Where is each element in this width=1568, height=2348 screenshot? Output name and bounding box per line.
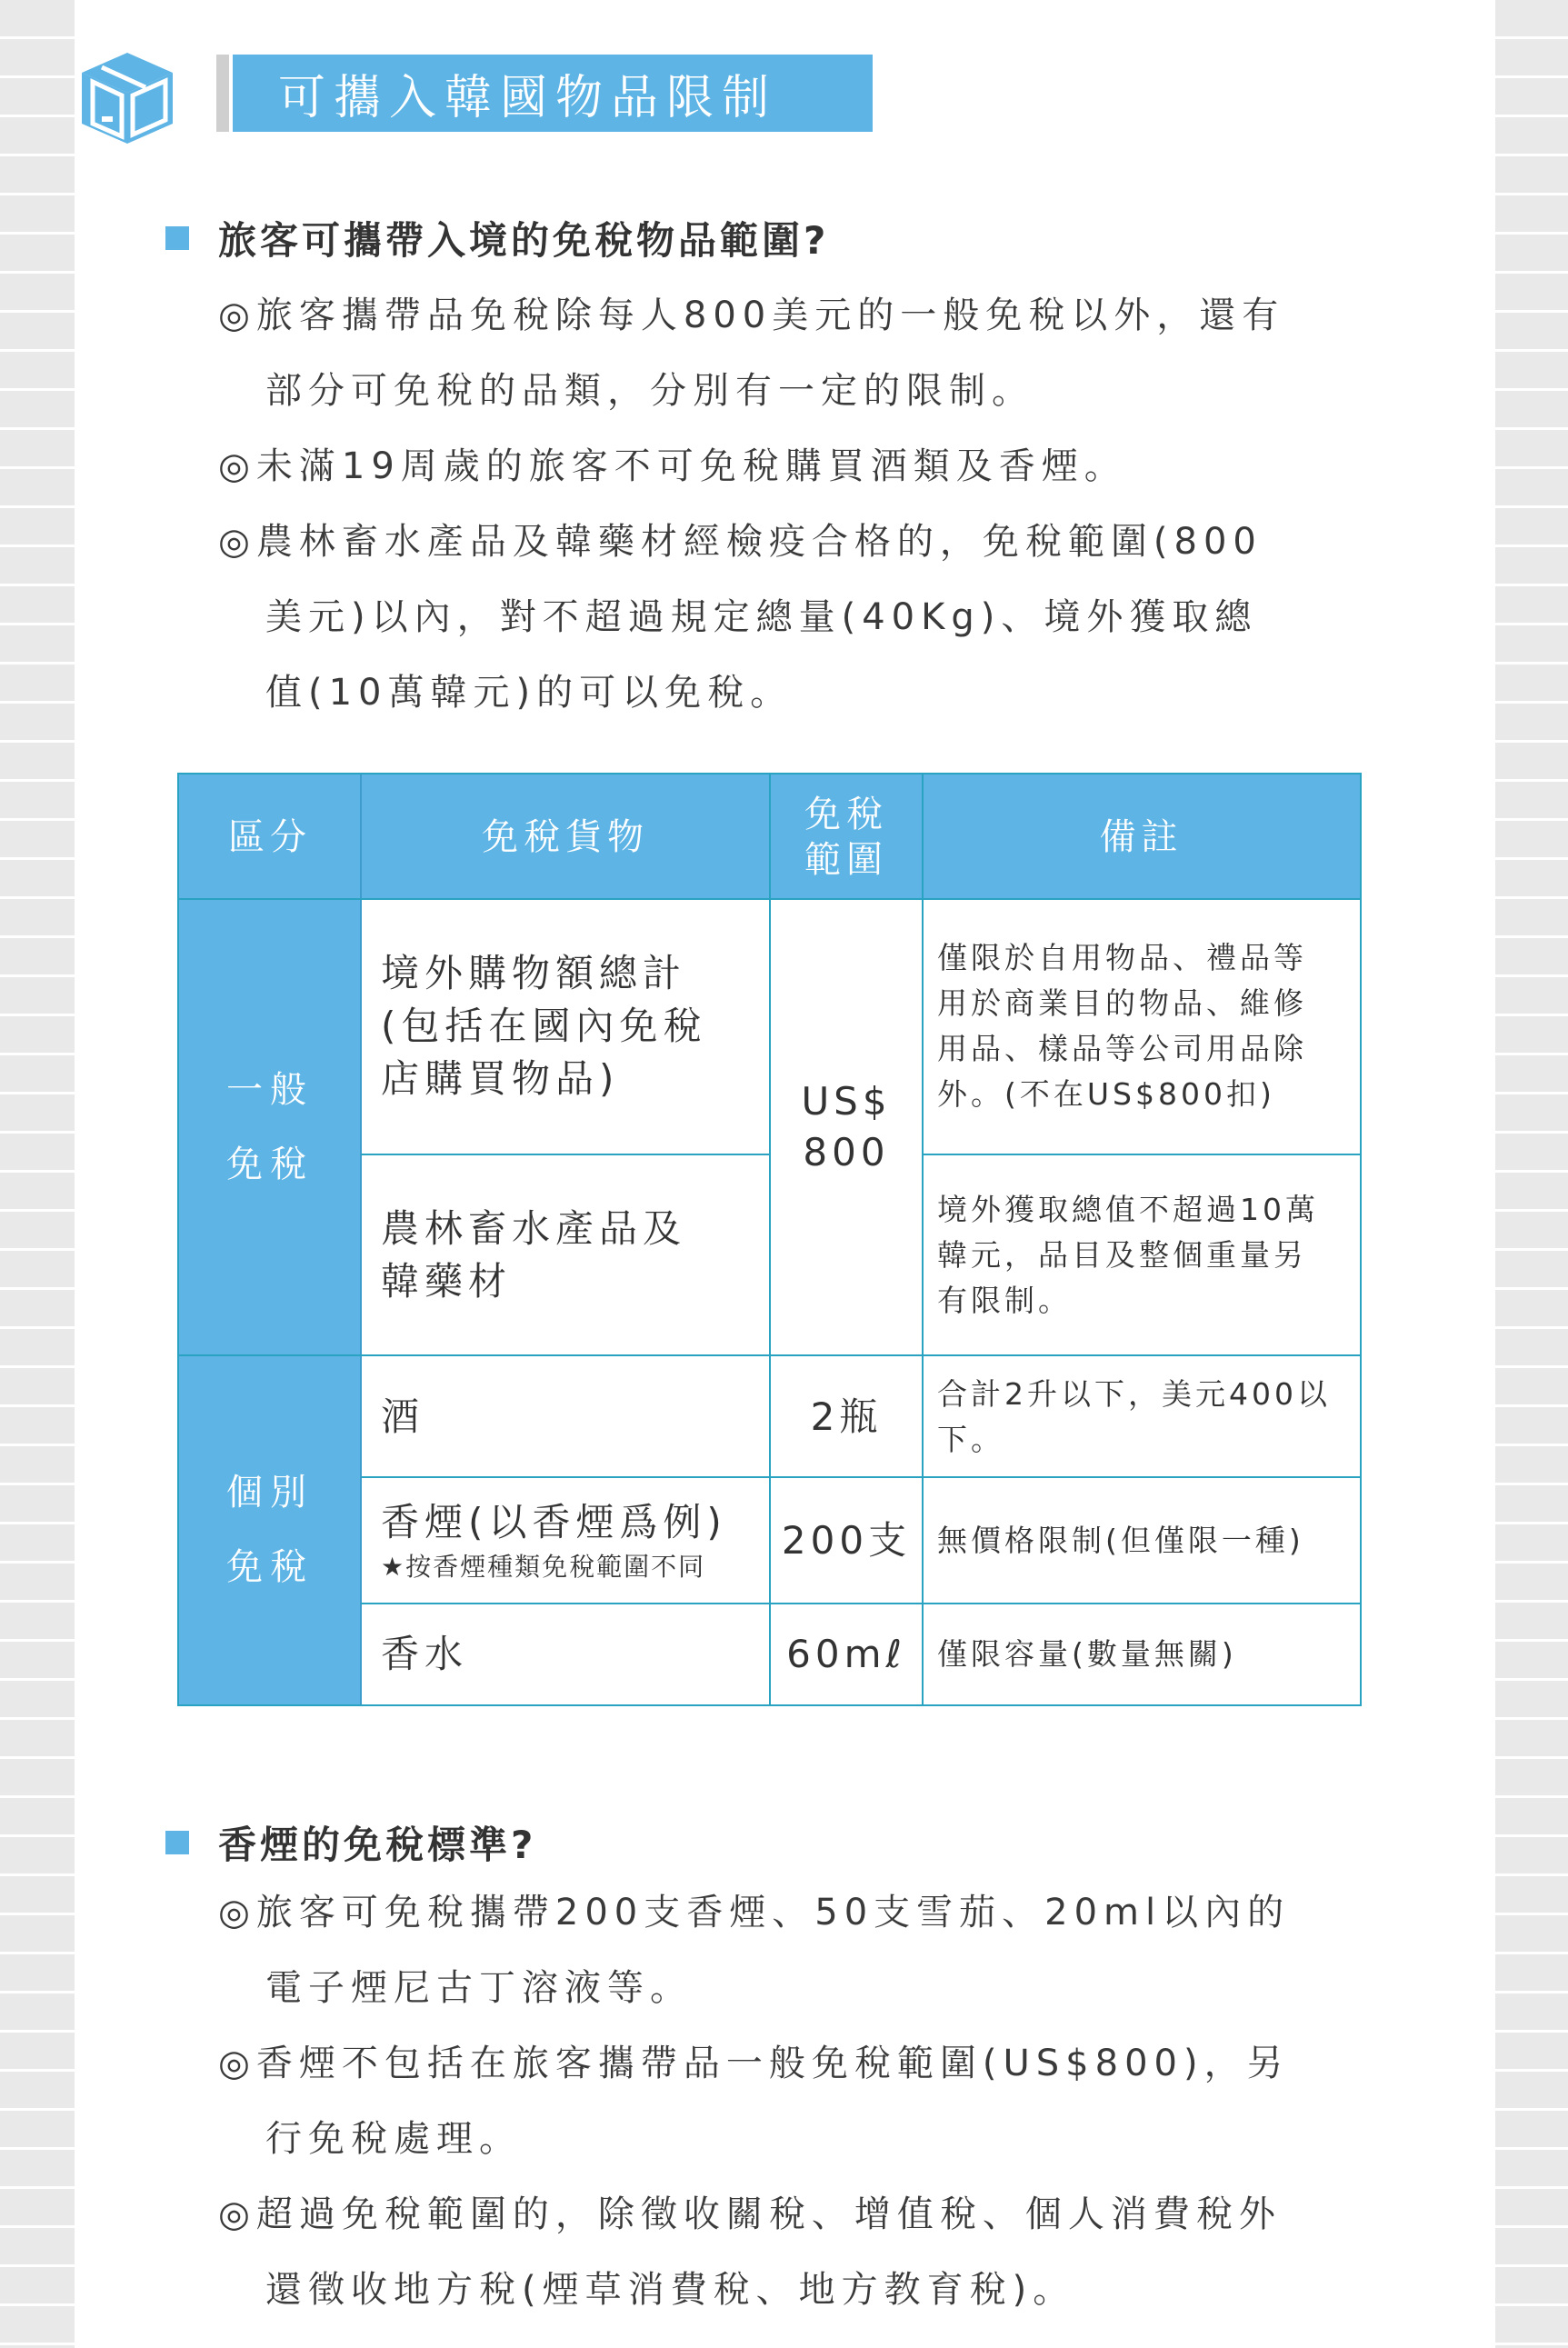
square-bullet-icon: [165, 1831, 189, 1854]
category-label-line: 個別: [226, 1472, 314, 1514]
category-label-line: 免稅: [226, 1144, 314, 1185]
paragraph-line: ◎香煙不包括在旅客攜帶品一般免稅範圍(US$800)，另: [218, 2043, 1290, 2084]
bullet-paragraph: [218, 278, 1409, 731]
cell-line: 有限制。: [937, 1283, 1072, 1318]
paragraph-line: 美元)以內，對不超過規定總量(40Kg)、境外獲取總: [265, 596, 1258, 638]
paragraph-line: 行免稅處理。: [265, 2118, 522, 2160]
paragraph-line: ◎旅客攜帶品免稅除每人800美元的一般免稅以外，還有: [218, 295, 1285, 336]
header-accent-bar: [216, 55, 229, 132]
cell-line: (包括在國內免稅: [381, 1004, 707, 1048]
table-cell-range: 60mℓ: [786, 1632, 906, 1676]
cell-line: 用於商業目的物品、維修: [937, 985, 1307, 1021]
table-cell-range: 2瓶: [810, 1394, 883, 1439]
cell-line: 下。: [937, 1421, 1004, 1457]
table-header-note: 備註: [923, 774, 1360, 899]
category-label-line: 免稅: [226, 1546, 314, 1588]
cell-line: 香煙(以香煙爲例): [381, 1500, 727, 1544]
table-header-goods: 免稅貨物: [361, 774, 770, 899]
table-cell-note: [923, 1155, 1360, 1355]
table-cell-goods: [361, 899, 770, 1154]
cell-line: 僅限於自用物品、禮品等: [937, 940, 1307, 975]
section-heading-text: 旅客可攜帶入境的免稅物品範圍?: [218, 218, 830, 263]
cell-line: 韓元，品目及整個重量另: [937, 1237, 1307, 1273]
header-range-line: 範圍: [804, 838, 888, 881]
cell-line: 農林畜水產品及: [381, 1206, 687, 1251]
paragraph-line: 值(10萬韓元)的可以免稅。: [265, 672, 794, 714]
cell-line: 合計2升以下，美元400以: [937, 1375, 1331, 1412]
table-cell-note: 無價格限制(但僅限一種): [937, 1523, 1304, 1558]
cell-line: 境外購物額總計: [381, 951, 687, 995]
cell-line: 外。(不在US$800扣): [937, 1076, 1275, 1112]
cell-line: 韓藥材: [381, 1259, 513, 1304]
table-cell-goods: [361, 1155, 770, 1355]
cell-line: 800: [803, 1130, 890, 1174]
paragraph-line: ◎農林畜水產品及韓藥材經檢疫合格的，免稅範圍(800: [218, 521, 1263, 563]
paragraph-line: ◎未滿19周歲的旅客不可免稅購買酒類及香煙。: [218, 445, 1127, 487]
table-cell-goods: 香水: [381, 1632, 469, 1676]
table-cell-goods: [361, 1478, 770, 1604]
paragraph-line: 部分可免稅的品類，分別有一定的限制。: [265, 370, 1034, 412]
cell-line: US$: [801, 1079, 892, 1124]
category-general: [179, 899, 361, 1355]
cell-line: 境外獲取總值不超過10萬: [937, 1192, 1319, 1227]
header-range-line: 免稅: [804, 793, 888, 835]
table-cell-goods: 酒: [381, 1394, 425, 1439]
table-cell-note: [923, 1356, 1360, 1477]
bullet-paragraph: [218, 1875, 1409, 2328]
paragraph-line: 還徵收地方稅(煙草消費稅、地方教育稅)。: [265, 2269, 1076, 2311]
package-box-icon: [75, 45, 180, 145]
table-header-category: 區分: [179, 774, 361, 899]
category-individual: [179, 1355, 361, 1704]
page-title: 可攜入韓國物品限制: [233, 55, 873, 132]
table-cell-note: [923, 899, 1360, 1154]
paragraph-line: ◎超過免稅範圍的，除徵收關稅、增值稅、個人消費稅外: [218, 2193, 1282, 2235]
section-heading-duty-free-scope: [165, 211, 829, 265]
paragraph-line: 電子煙尼古丁溶液等。: [265, 1967, 693, 2009]
section-heading-text: 香煙的免稅標準?: [218, 1823, 537, 1867]
cell-line: 用品、樣品等公司用品除: [937, 1031, 1307, 1066]
table-cell-range-general: [770, 899, 923, 1355]
cell-subnote: ★按香煙種類免稅範圍不同: [381, 1552, 706, 1582]
table-cell-range: 200支: [781, 1518, 912, 1563]
paragraph-line: ◎旅客可免稅攜帶200支香煙、50支雪茄、20ml以內的: [218, 1892, 1291, 1933]
section-heading-cigarette-standard: [165, 1815, 536, 1870]
category-label-line: 一般: [226, 1069, 314, 1111]
duty-free-table: [177, 773, 1362, 1706]
cell-line: 店購買物品): [381, 1056, 620, 1101]
table-cell-note: 僅限容量(數量無關): [937, 1636, 1237, 1672]
table-header-range: [770, 774, 923, 899]
square-bullet-icon: [165, 226, 189, 250]
